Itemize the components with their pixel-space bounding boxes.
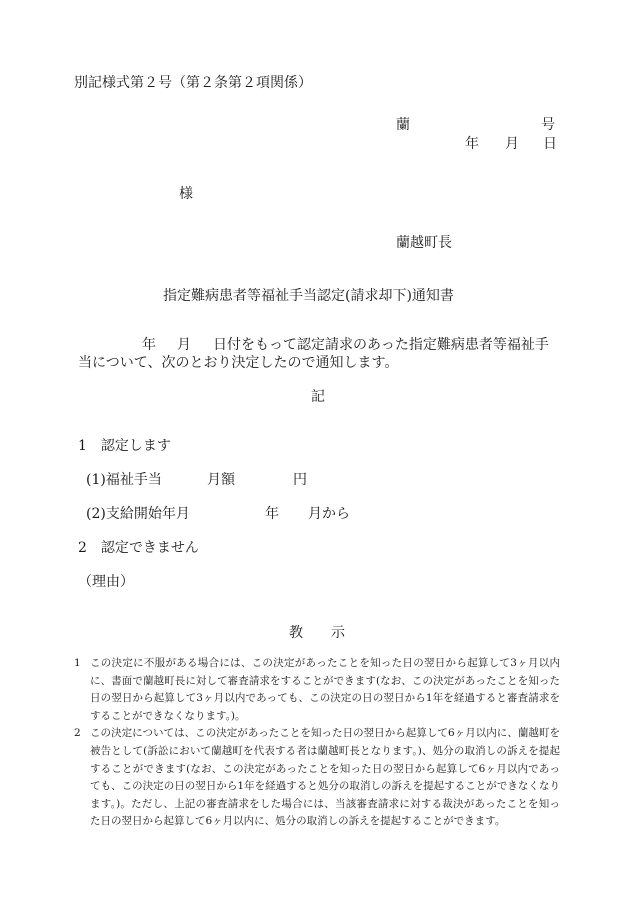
item1-label: (1)福祉手当: [86, 472, 162, 488]
body-month: 月: [177, 337, 191, 353]
notes-list: [74, 655, 560, 831]
issuer: 蘭越町長: [396, 235, 452, 251]
note-number: 1: [74, 657, 81, 669]
date-month: 月: [505, 136, 519, 152]
form-label: 別記様式第２号（第２条第２項関係）: [74, 75, 312, 91]
date-day: 日: [543, 136, 557, 152]
note-text: この決定については、この決定があったことを知った日の翌日から起算して6ヶ月以内に、蘭越町を被告として(訴訟において蘭越町を代表する者は蘭越町長となります。)、処分の取消しの訴えを提起することができます(なお、この決定があったことを知った日の翌日から起算して6ヶ月以内であっても、この決定の日の翌日から1年を経過すると処分の取消しの訴えを提起することができなくなります。)。ただし、上記の審査請求をした場合には、当該審査請求に対する裁決があったことを知った日の翌日から起算して6ヶ月以内に、処分の取消しの訴えを提起することができます。: [90, 727, 560, 828]
section2-heading: 2 認定できません: [78, 540, 199, 556]
note-text: この決定に不服がある場合には、この決定があったことを知った日の翌日から起算して3ヶ月以内に、書面で蘭越町長に対して審査請求をすることができます(なお、この決定があったことを知った日の翌日から起算して3ヶ月以内であっても、この決定の日の翌日から1年を経過すると審査請求をすることができなくなります。)。: [90, 657, 560, 722]
doc-number-prefix: 蘭: [396, 117, 410, 133]
doc-number-suffix: 号: [541, 117, 555, 133]
document-title: 指定難病患者等福祉手当認定(請求却下)通知書: [163, 288, 454, 304]
item1-month-amount: 月額: [207, 472, 235, 488]
body-line1: 日付をもって認定請求のあった指定難病患者等福祉手: [213, 337, 549, 353]
addressee-suffix: 様: [179, 186, 193, 202]
kyoji-heading: 教 示: [289, 625, 345, 641]
reason-label: （理由）: [78, 574, 134, 590]
item2-label: (2)支給開始年月: [86, 506, 190, 522]
item2-year: 年: [265, 506, 279, 522]
body-line2: 当について、次のとおり決定したので通知します。: [78, 355, 399, 371]
note-item: [74, 725, 560, 831]
body-year: 年: [142, 337, 156, 353]
item2-from: 月から: [308, 506, 350, 522]
date-year: 年: [465, 136, 479, 152]
section1-heading: 1 認定します: [78, 438, 171, 454]
note-number: 2: [74, 727, 81, 740]
note-item: [74, 655, 560, 725]
item1-yen: 円: [293, 472, 307, 488]
ki-mark: 記: [311, 389, 325, 405]
